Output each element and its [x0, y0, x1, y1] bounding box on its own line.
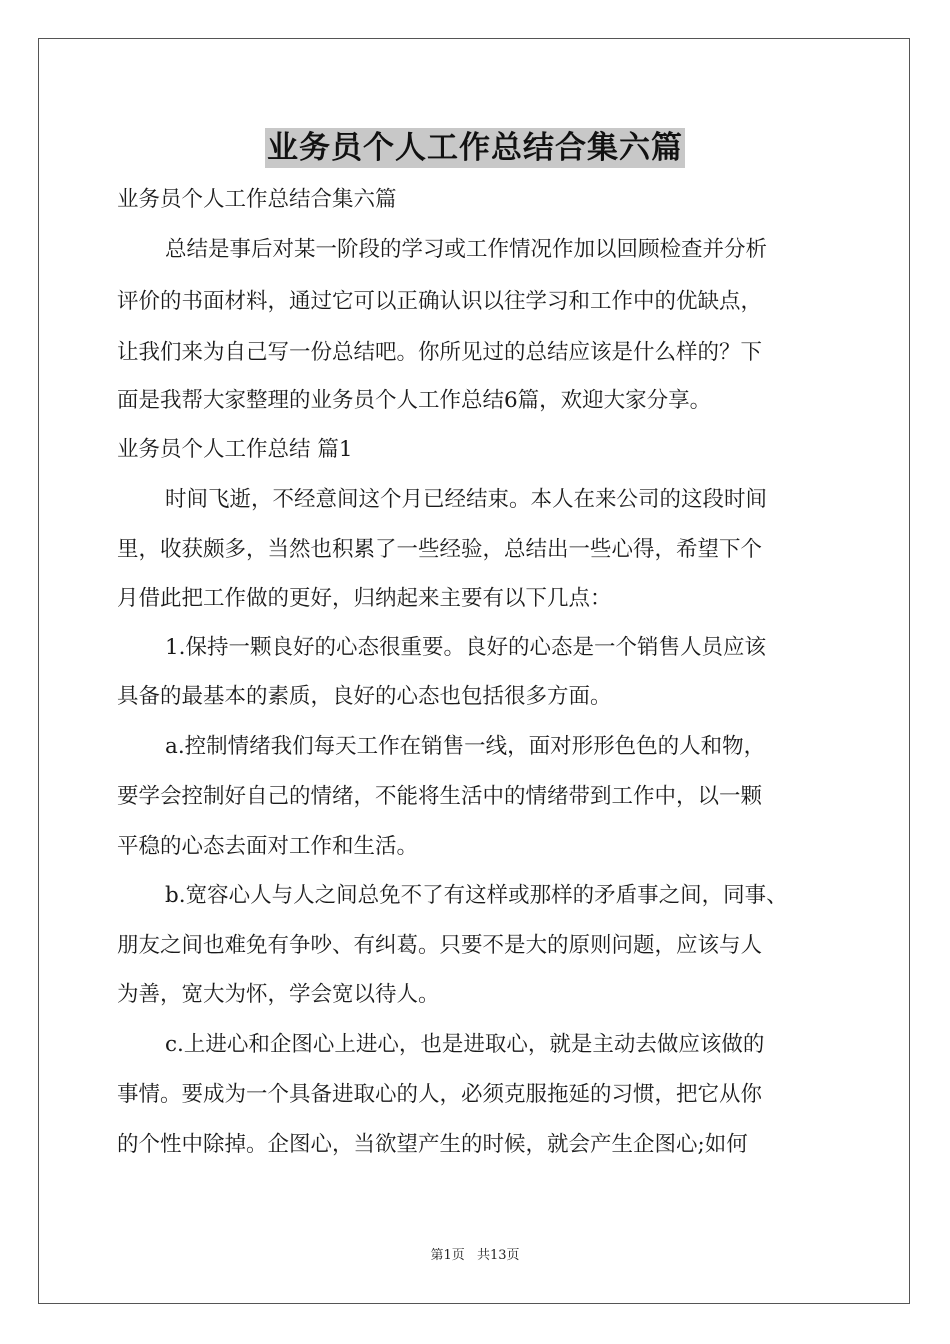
page-footer	[0, 1248, 950, 1264]
body-line-6: a.控制情绪我们每天工作在销售一线，面对形形色色的人和物，	[165, 734, 766, 759]
intro-line-4: 面是我帮大家整理的业务员个人工作总结6篇，欢迎大家分享。	[117, 388, 712, 413]
body-line-12: c.上进心和企图心上进心，也是进取心，就是主动去做应该做的	[165, 1032, 765, 1057]
body-line-8: 平稳的心态去面对工作和生活。	[117, 834, 419, 859]
section-heading: 业务员个人工作总结 篇1	[117, 437, 353, 462]
document-title-wrap	[0, 128, 950, 168]
page-border	[38, 38, 910, 1304]
intro-line-3: 让我们来为自己写一份总结吧。你所见过的总结应该是什么样的？下	[117, 340, 763, 365]
body-line-4: 1.保持一颗良好的心态很重要。良好的心态是一个销售人员应该	[165, 635, 767, 660]
body-line-10: 朋友之间也难免有争吵、有纠葛。只要不是大的原则问题，应该与人	[117, 933, 763, 958]
page-number: 第1页	[430, 1248, 465, 1263]
body-line-11: 为善，宽大为怀，学会宽以待人。	[117, 982, 440, 1007]
body-line-2: 里，收获颇多，当然也积累了一些经验，总结出一些心得，希望下个	[117, 537, 763, 562]
body-line-14: 的个性中除掉。企图心，当欲望产生的时候，就会产生企图心;如何	[117, 1132, 748, 1157]
intro-line-2: 评价的书面材料，通过它可以正确认识以往学习和工作中的优缺点，	[117, 289, 763, 314]
page-total: 共13页	[476, 1248, 520, 1263]
body-line-13: 事情。要成为一个具备进取心的人，必须克服拖延的习惯，把它从你	[117, 1082, 763, 1107]
intro-line-1: 总结是事后对某一阶段的学习或工作情况作加以回顾检查并分析	[165, 237, 768, 262]
document-title: 业务员个人工作总结合集六篇	[267, 130, 683, 166]
body-line-1: 时间飞逝，不经意间这个月已经结束。本人在来公司的这段时间	[165, 487, 768, 512]
body-line-9: b.宽容心人与人之间总免不了有这样或那样的矛盾事之间，同事、	[165, 883, 788, 908]
body-line-7: 要学会控制好自己的情绪，不能将生活中的情绪带到工作中，以一颗	[117, 784, 763, 809]
body-line-3: 月借此把工作做的更好，归纳起来主要有以下几点：	[117, 586, 612, 611]
document-subtitle: 业务员个人工作总结合集六篇	[117, 187, 397, 212]
body-line-5: 具备的最基本的素质，良好的心态也包括很多方面。	[117, 684, 612, 709]
